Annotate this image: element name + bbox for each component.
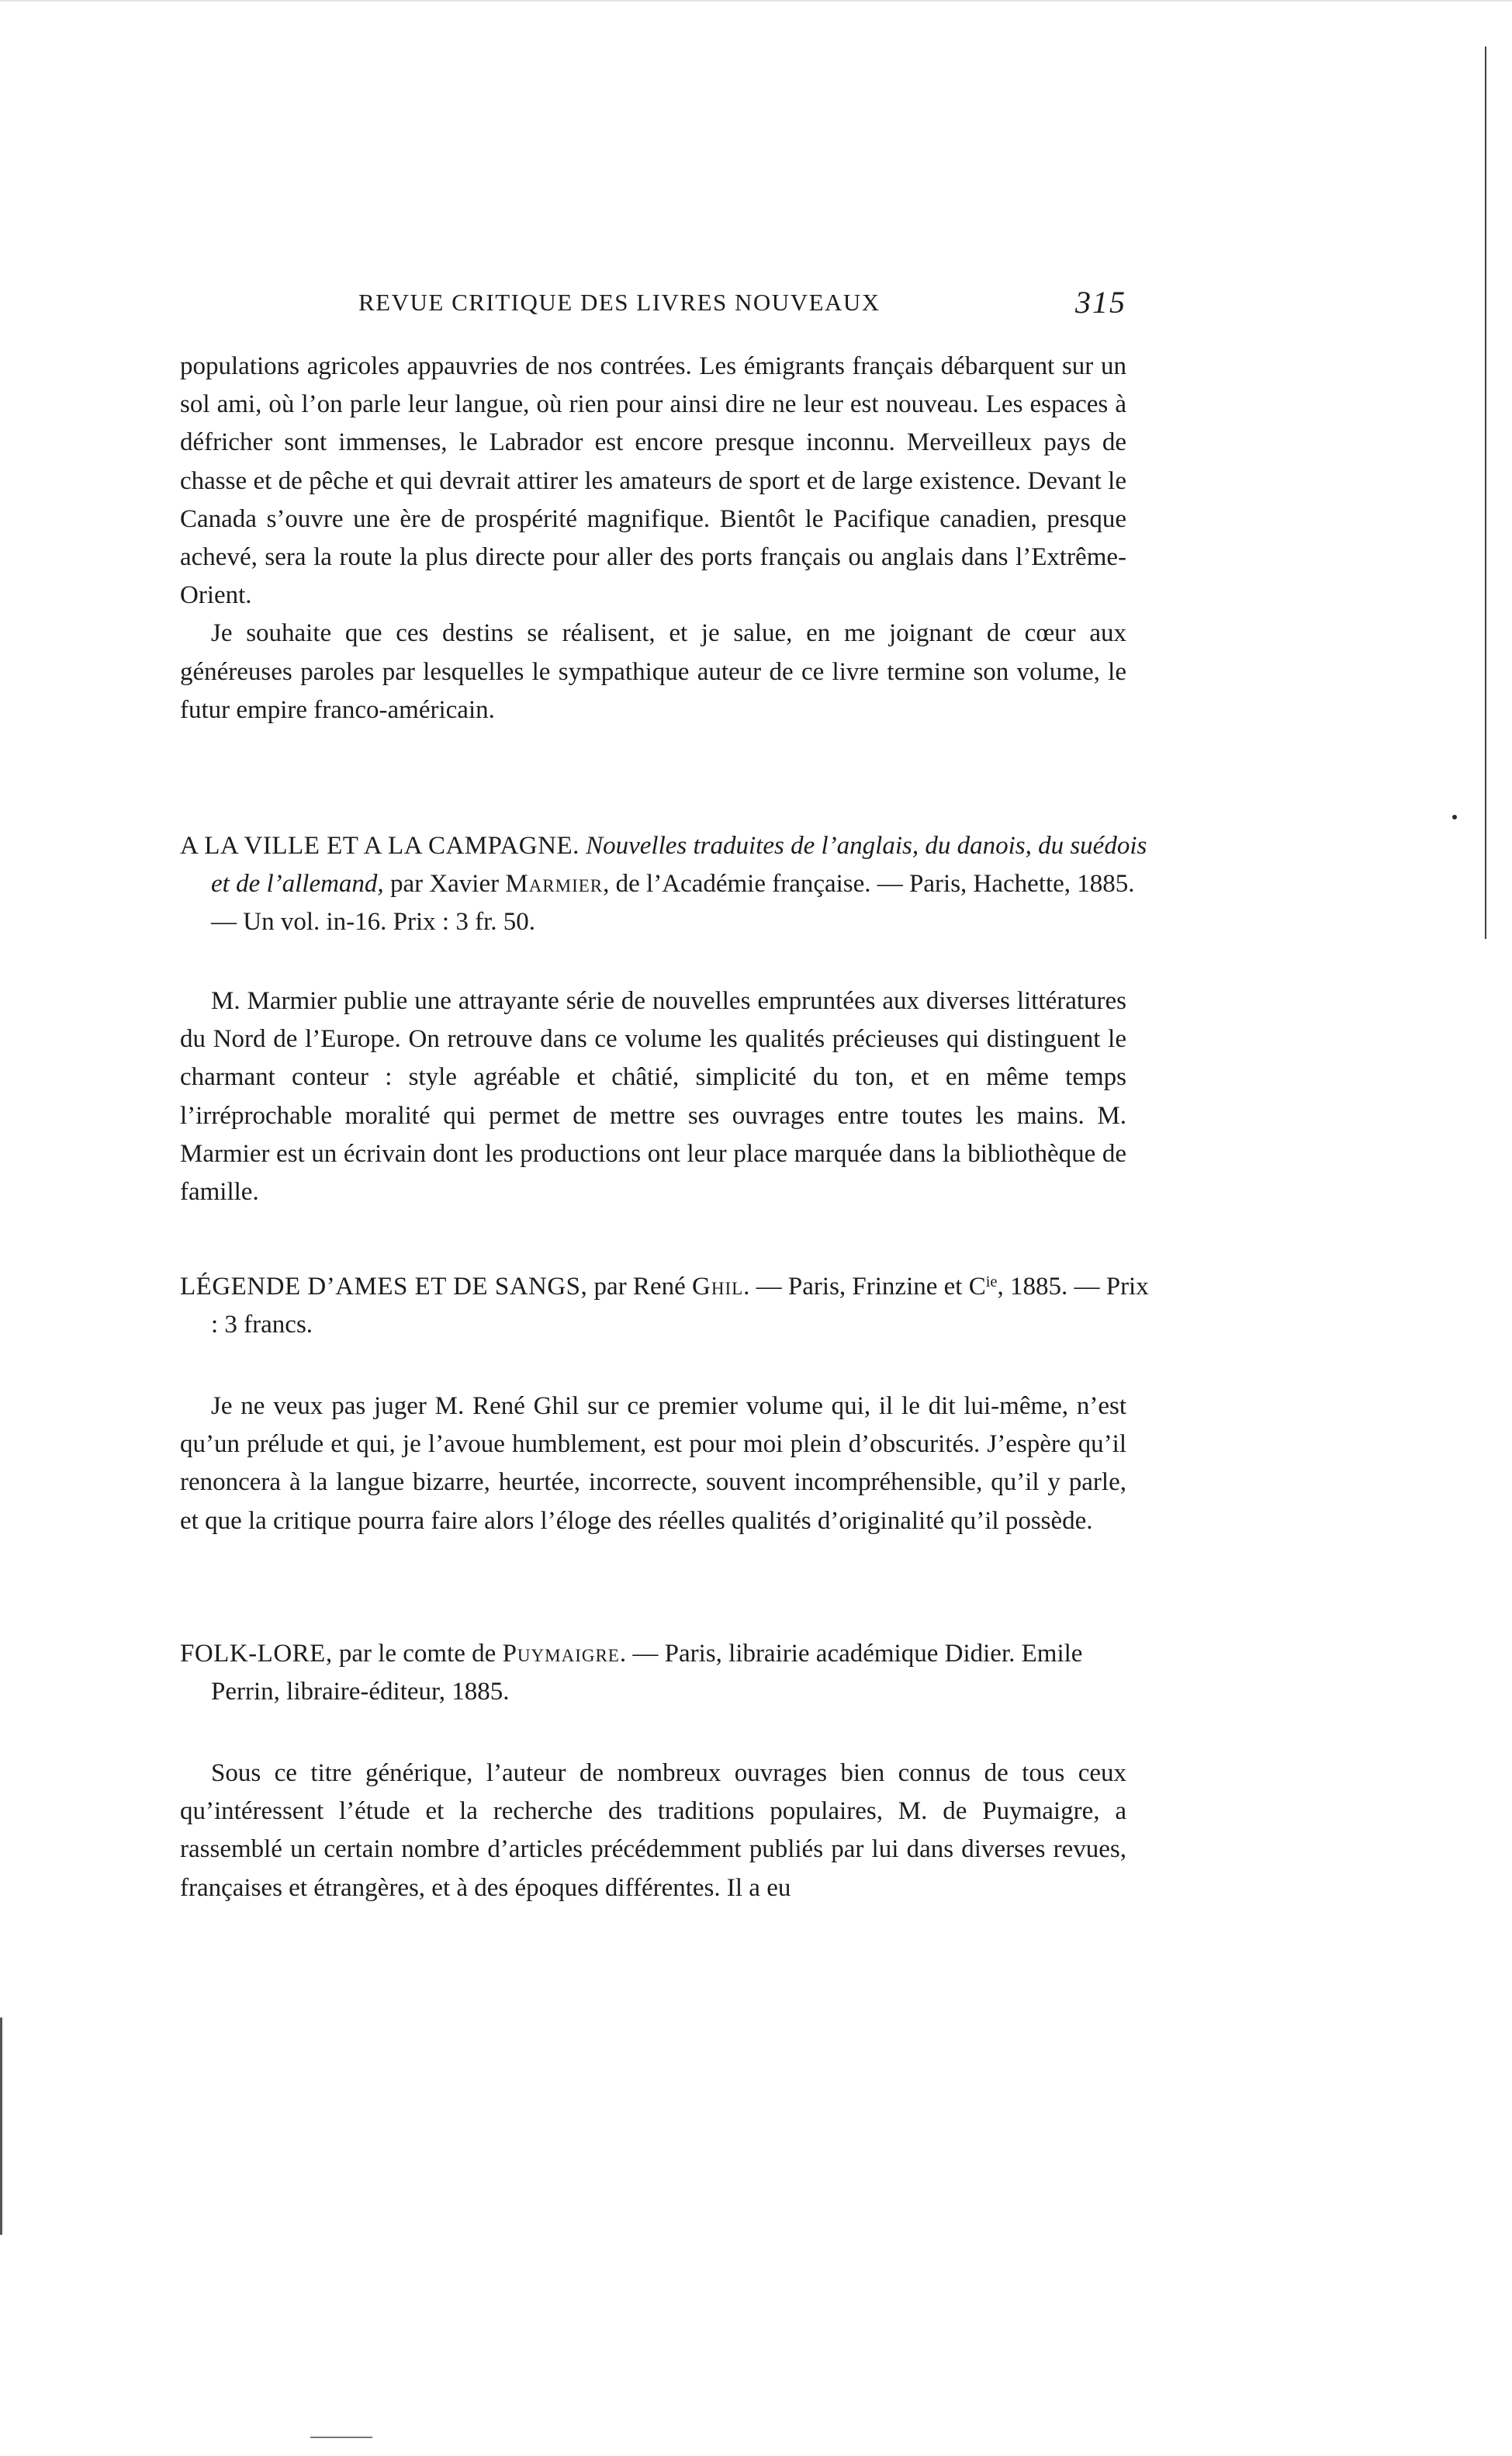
running-head xyxy=(180,285,1126,327)
review-body-paragraph: Sous ce titre générique, l’auteur de nombreux ouvrages bien connus de tous ceux qu’intéressent l’étude et la recherche des traditions populaires, M. de Puymaigre, a rassemblé un certain nombre d’articles précédemment publiés par lui dans diverses revues, françaises et étrangères, et à des époques différentes. Il a eu xyxy=(180,1759,1126,1902)
review-body-1 xyxy=(180,982,1126,1211)
bottom-edge-mark xyxy=(310,2437,372,2438)
continuation-paragraph-1: populations agricoles appauvries de nos contrées. Les émigrants français débarquent sur un sol ami, où l’on parle leur langue, où rien pour ainsi dire ne leur est nouveau. Les espaces à défricher sont immenses, le Labrador est encore presque inconnu. Merveilleux pays de chasse et de pêche et qui devrait attirer les amateurs de sport et de large existence. Devant le Canada s’ouvre une ère de prospérité magnifique. Bientôt le Pacifique canadien, presque achevé, sera la route la plus directe pour aller des ports français ou anglais dans l’Extrême-Orient. xyxy=(180,352,1126,610)
review-title: LÉGENDE D’AMES ET DE SANGS, xyxy=(180,1273,588,1301)
review-entry-1 xyxy=(180,827,1157,942)
page-number: 315 xyxy=(1075,285,1126,320)
review-author-name: Puymaigre xyxy=(502,1640,620,1668)
scan-speck xyxy=(1452,815,1457,819)
review-title: FOLK-LORE, xyxy=(180,1640,333,1668)
margin-rule-right xyxy=(1485,47,1486,939)
review-publication-superscript: ie xyxy=(985,1273,998,1290)
continuation-text xyxy=(180,348,1126,729)
review-author-prefix: par Xavier xyxy=(389,870,500,899)
review-title: A LA VILLE ET A LA CAMPAGNE. xyxy=(180,832,580,860)
review-author-prefix: par le comte de xyxy=(338,1640,497,1668)
review-subtitle: Nouvelles traduites de l’anglais, du danois, du suédois et de l’allemand, xyxy=(211,832,1147,899)
review-body-2 xyxy=(180,1387,1126,1540)
continuation-paragraph-2: Je souhaite que ces destins se réalisent, et je salue, en me joignant de cœur aux généreuses paroles par lesquelles le sympathique auteur de ce livre termine son volume, le futur empire franco-américain. xyxy=(180,619,1126,724)
review-entry-2 xyxy=(180,1268,1157,1344)
review-entry-3 xyxy=(180,1635,1157,1711)
review-author-name: Ghil xyxy=(692,1273,744,1301)
review-publication: , de l’Académie française. — Paris, Hachette, 1885. — Un vol. in-16. Prix : 3 fr. 50. xyxy=(211,870,1135,937)
review-publication: . — Paris, librairie académique Didier. Emile Perrin, libraire-éditeur, 1885. xyxy=(211,1640,1083,1706)
page-top-edge xyxy=(0,0,1512,2)
review-author-prefix: par René xyxy=(593,1273,686,1301)
review-body-3 xyxy=(180,1755,1126,1907)
review-body-paragraph: Je ne veux pas juger M. René Ghil sur ce premier volume qui, il le dit lui-même, n’est qu’un prélude et qui, je l’avoue humblement, est pour moi plein d’obscurités. J’espère qu’il renoncera à la langue bizarre, heurtée, incorrecte, souvent incompréhensible, qu’il y parle, et que la critique pourra faire alors l’éloge des réelles qualités d’originalité qu’il possède. xyxy=(180,1392,1126,1535)
margin-rule-left xyxy=(0,2018,2,2235)
running-title: REVUE CRITIQUE DES LIVRES NOUVEAUX xyxy=(358,289,881,316)
review-body-paragraph: M. Marmier publie une attrayante série de nouvelles empruntées aux diverses littératures du Nord de l’Europe. On retrouve dans ce volume les qualités précieuses qui distinguent le charmant conteur : style agréable et châtié, simplicité du ton, et en même temps l’irréprochable moralité qui permet de mettre ses ouvrages entre toutes les mains. M. Marmier est un écrivain dont les productions ont leur place marquée dans la bibliothèque de famille. xyxy=(180,987,1126,1207)
review-publication-end: , 1885. — Prix : 3 francs. xyxy=(211,1273,1149,1339)
review-author-name: Marmier xyxy=(505,870,604,899)
review-publication: . — Paris, Frinzine et C xyxy=(743,1273,986,1301)
